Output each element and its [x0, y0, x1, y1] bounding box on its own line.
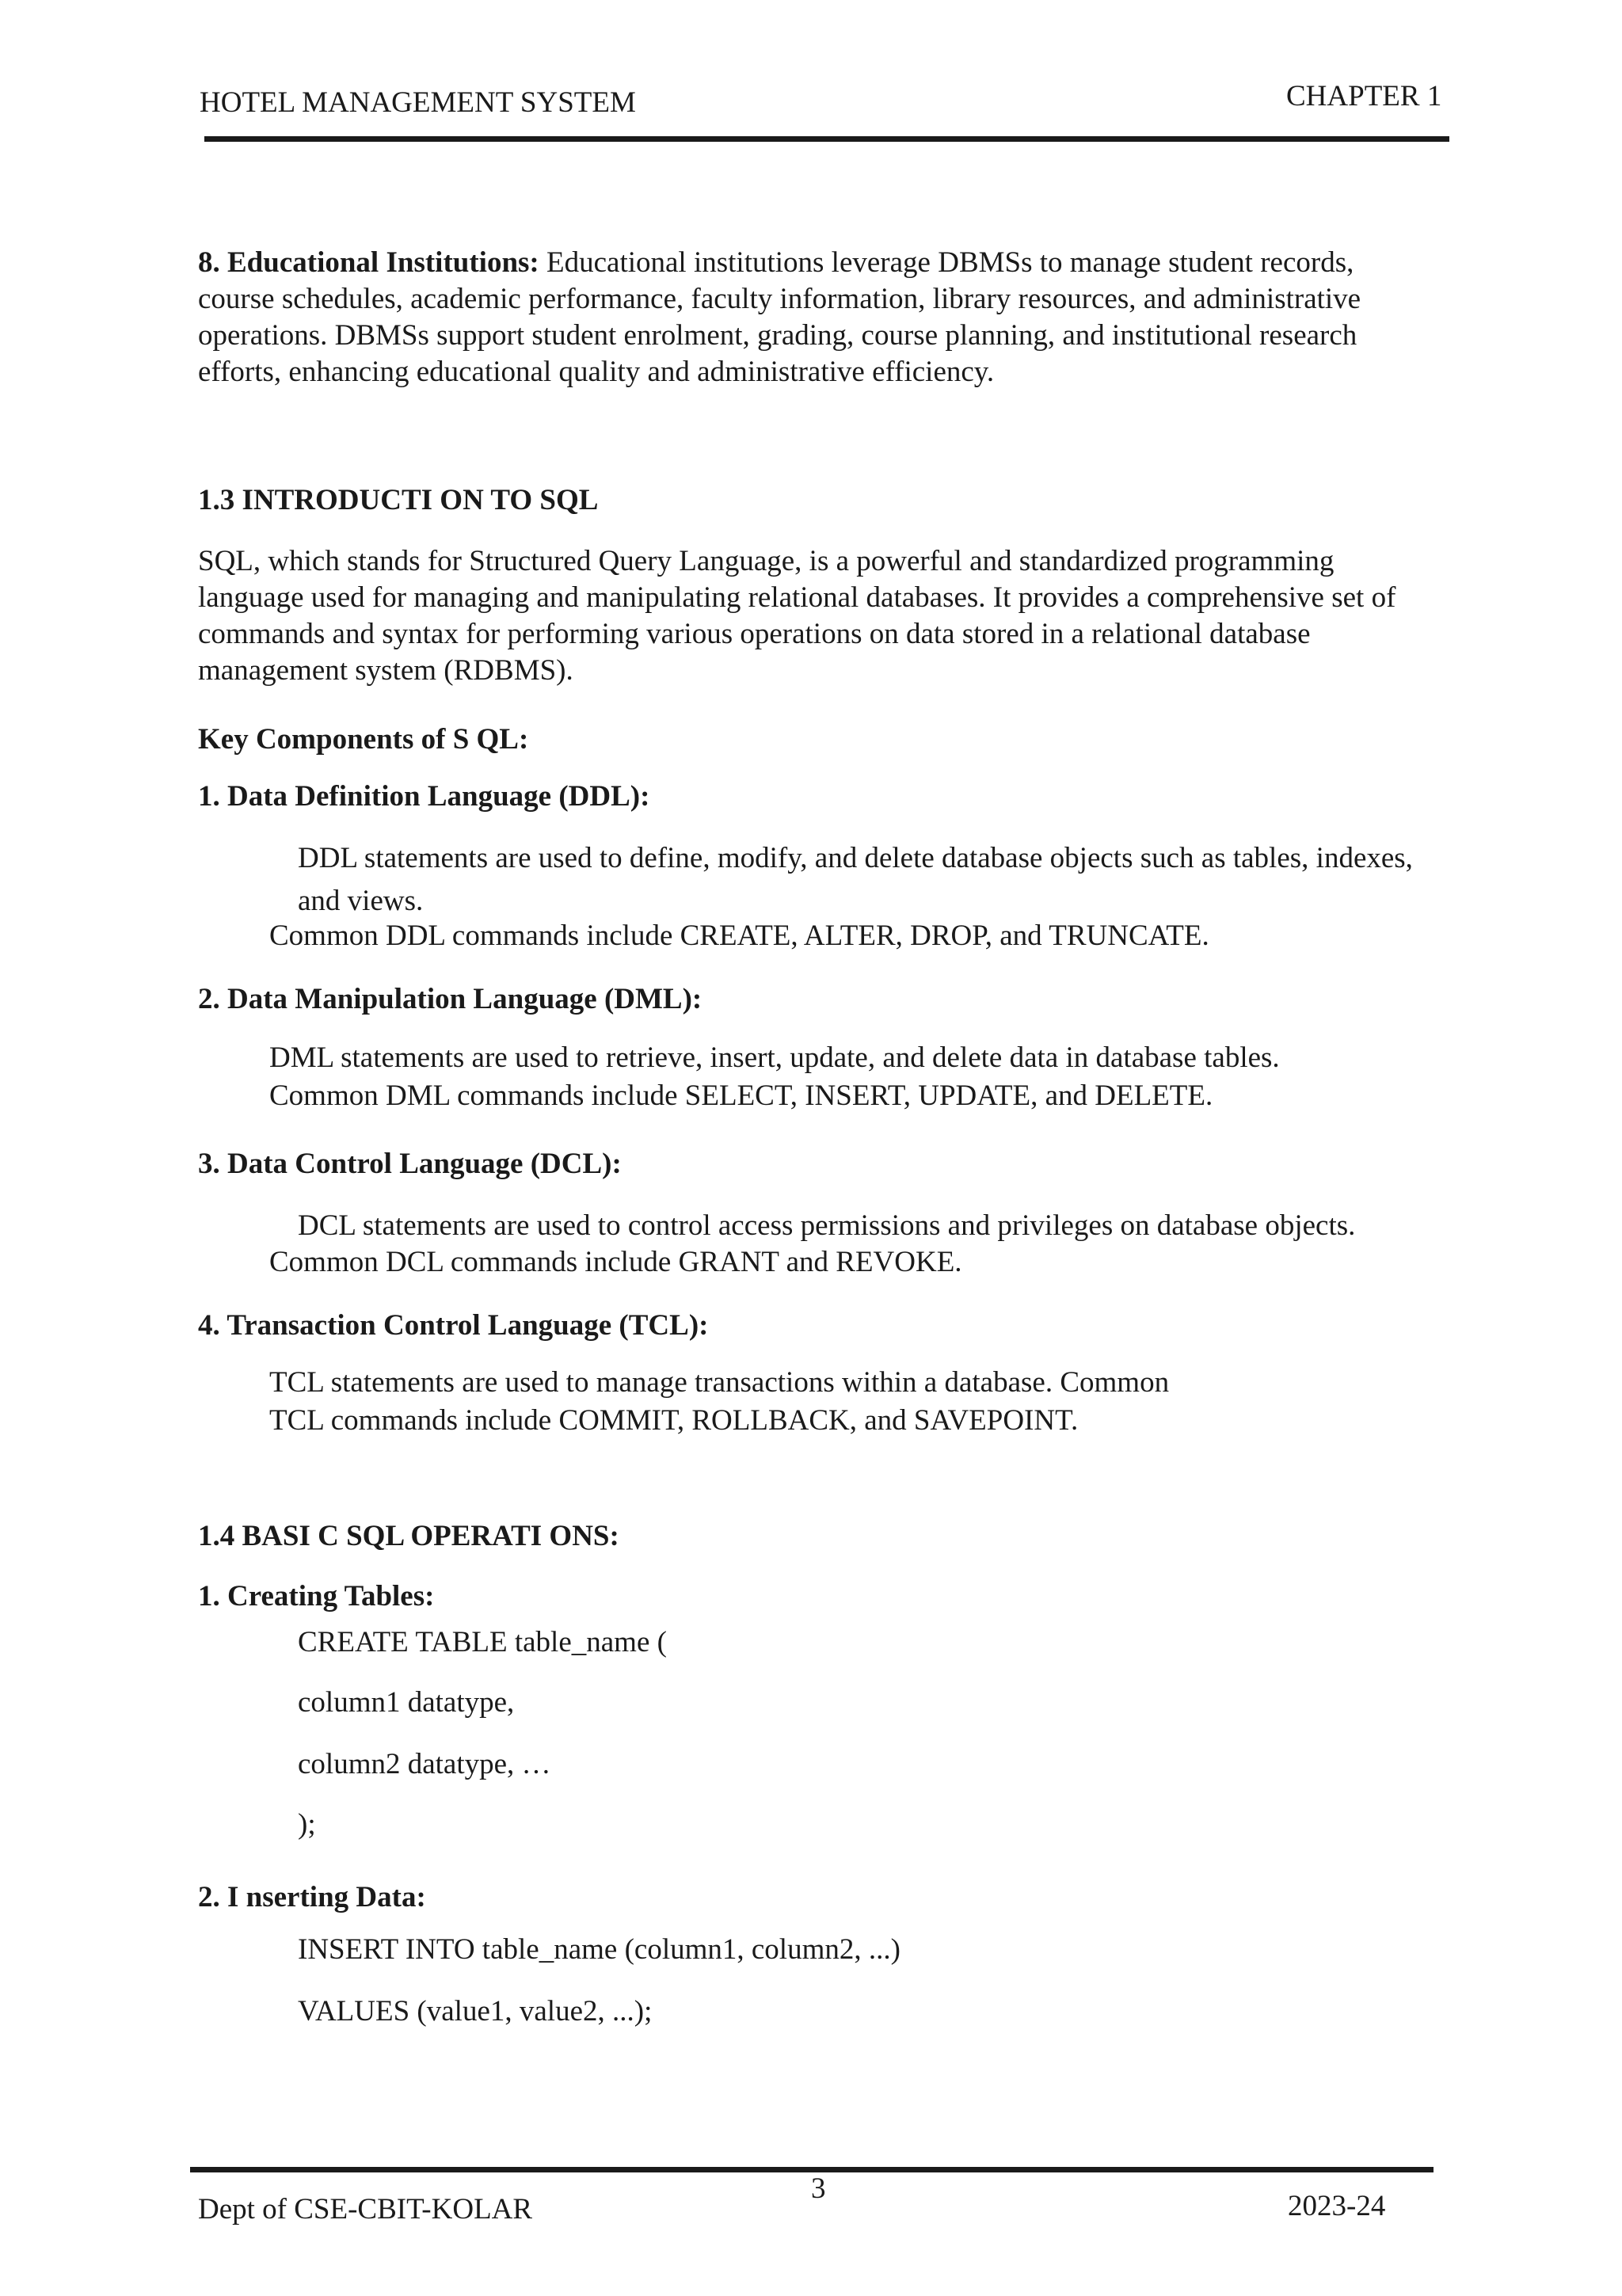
footer-dept: Dept of CSE-CBIT-KOLAR [198, 2193, 533, 2226]
create-code-line-1: CREATE TABLE table_name ( [298, 1626, 667, 1658]
sql-intro-line-2: language used for managing and manipulating relational databases. It provides a comprehensive set of [198, 581, 1396, 614]
header-title: HOTEL MANAGEMENT SYSTEM [200, 86, 636, 119]
create-code-line-4: ); [298, 1808, 316, 1841]
tcl-line-1: TCL statements are used to manage transactions within a database. Common [269, 1366, 1170, 1399]
dcl-title: 3. Data Control Language (DCL): [198, 1148, 622, 1180]
intro-paragraph [198, 245, 1544, 390]
sql-intro-paragraph [198, 543, 1544, 689]
ddl-line-3: Common DDL commands include CREATE, ALTER, DROP, and TRUNCATE. [269, 920, 1209, 952]
sql-intro-line-4: management system (RDBMS). [198, 654, 573, 687]
ddl-line-2: and views. [298, 885, 424, 917]
page-number: 3 [811, 2172, 826, 2205]
insert-code-line-1: INSERT INTO table_name (column1, column2, ...) [298, 1933, 900, 1966]
create-code-line-3: column2 datatype, … [298, 1748, 551, 1780]
creating-tables-title: 1. Creating Tables: [198, 1580, 435, 1613]
dml-line-1: DML statements are used to retrieve, insert, update, and delete data in database tables. [269, 1041, 1280, 1074]
dcl-line-2: Common DCL commands include GRANT and REVOKE. [269, 1246, 962, 1278]
insert-code-line-2: VALUES (value1, value2, ...); [298, 1995, 653, 2028]
intro-line-1: 8. Educational Institutions: Educational institutions leverage DBMSs to manage student records, [198, 246, 1354, 279]
intro-line-4: efforts, enhancing educational quality and administrative efficiency. [198, 356, 995, 388]
dml-line-2: Common DML commands include SELECT, INSERT, UPDATE, and DELETE. [269, 1079, 1213, 1112]
dcl-line-1: DCL statements are used to control access permissions and privileges on database objects. [298, 1209, 1356, 1242]
ddl-line-1: DDL statements are used to define, modify, and delete database objects such as tables, indexes, [298, 842, 1413, 874]
section-heading-1-4: 1.4 BASI C SQL OPERATI ONS: [198, 1520, 619, 1552]
intro-item-label: 8. Educational Institutions: [198, 246, 539, 279]
intro-line-2: course schedules, academic performance, faculty information, library resources, and administrative [198, 283, 1361, 315]
header-chapter: CHAPTER 1 [1286, 80, 1442, 112]
section-heading-1-3: 1.3 INTRODUCTI ON TO SQL [198, 484, 599, 516]
create-code-line-2: column1 datatype, [298, 1686, 515, 1719]
intro-line-3: operations. DBMSs support student enrolment, grading, course planning, and institutional research [198, 319, 1357, 352]
footer-year: 2023-24 [1288, 2190, 1386, 2222]
ddl-title: 1. Data Definition Language (DDL): [198, 780, 650, 813]
sql-intro-line-1: SQL, which stands for Structured Query Language, is a powerful and standardized programming [198, 545, 1335, 577]
inserting-data-title: 2. I nserting Data: [198, 1881, 426, 1913]
tcl-title: 4. Transaction Control Language (TCL): [198, 1309, 709, 1342]
dml-title: 2. Data Manipulation Language (DML): [198, 983, 702, 1015]
header-rule [204, 136, 1449, 142]
sql-intro-line-3: commands and syntax for performing various operations on data stored in a relational database [198, 618, 1311, 650]
tcl-line-2: TCL commands include COMMIT, ROLLBACK, and SAVEPOINT. [269, 1404, 1079, 1437]
key-components-heading: Key Components of S QL: [198, 723, 529, 756]
